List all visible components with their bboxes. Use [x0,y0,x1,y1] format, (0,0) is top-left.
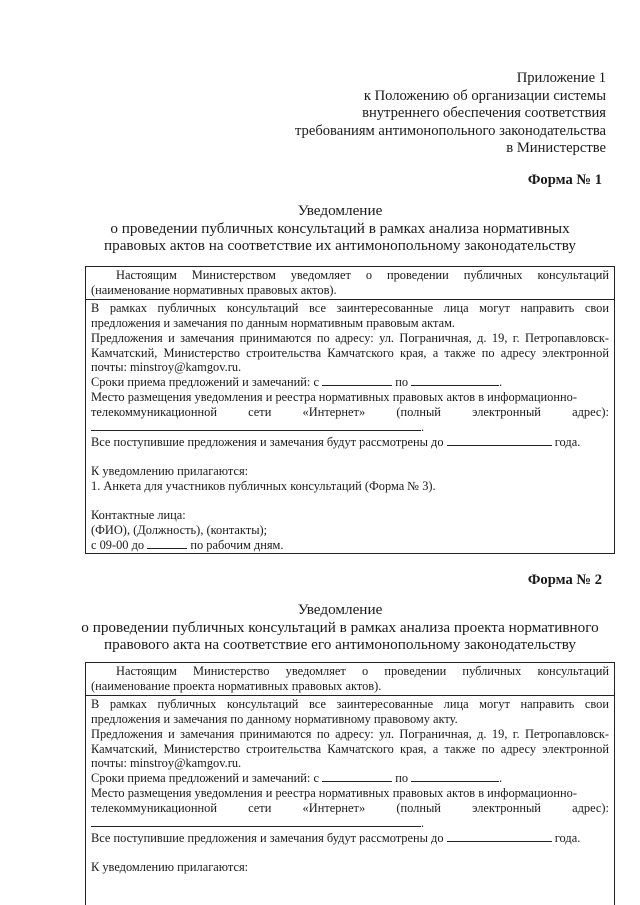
annex-line-4: требованиям антимонопольного законодательства [294,122,606,139]
form-2-place-line-2 [91,801,609,816]
form-1-deadline-line: Сроки приема предложений и замечаний: с по . [91,375,503,390]
form-2-address-field [91,816,421,827]
form-2-title: Уведомление [297,601,383,618]
form-1-intro-section [86,267,614,299]
form-2-deadline-mid: по [395,771,409,786]
form-1-paragraph-1: В рамках публичных консультаций все заинтересованные лица могут направить свои предложения и замечания по данным нормативным правовым актам. [91,300,609,330]
form-2-subtitle-2: правового акта на соответствие его антимонопольному законодательству [103,636,576,654]
form-2-attach-title: К уведомлению прилагаются: [91,859,249,874]
form-2-intro-line-1: Настоящим Министерство уведомляет о проведении публичных консультаций [116,664,609,678]
form-1-date-from-field [322,375,392,386]
form-1-deadline-mid: по [395,375,409,390]
form-2-place-word-6: адрес): [572,801,609,816]
form-2-place-word-3: «Интернет» [302,801,366,816]
form-2-intro-line-2: (наименование проекта нормативных правовых актов). [91,678,382,693]
form-2-place-word-5: электронный [472,801,541,816]
form-2-deadline-prefix: Сроки приема предложений и замечаний: с [91,771,319,786]
form-2-place-word-2: сети [248,801,272,816]
form-2-date-from-field [322,771,392,782]
form-1-subtitle-1: о проведении публичных консультаций в рамках анализа нормативных [110,219,570,237]
form-2-label: Форма № 2 [527,572,602,588]
form-1-hours-prefix: с 09-00 до [91,537,145,552]
form-1-intro-line-1: Настоящим Министерством уведомляет о проведении публичных консультаций [116,268,609,282]
form-1-place-word-1: телекоммуникационной [91,405,217,420]
form-1-paragraph-2: Предложения и замечания принимаются по адресу: ул. Пограничная, д. 19, г. Петропавловск-Камчатский, Министерство строительства Камчатского края, а также по адресу электронной почты: minstroy@kamgov.ru. [91,330,609,375]
form-2-review-suffix: года. [554,830,581,845]
annex-header [295,70,606,158]
form-2-subtitle-1: о проведении публичных консультаций в рамках анализа проекта нормативного [81,618,599,636]
form-1-hours-line [91,538,609,553]
form-2-notice-box [85,662,615,905]
form-1-date-to-field [411,375,499,386]
form-1-notice-box [85,266,615,554]
form-2-review-line [91,831,609,846]
form-1-place-line-2 [91,405,609,420]
form-2-place-word-1: телекоммуникационной [91,801,217,816]
form-1-review-date-field [447,435,552,446]
form-1-address-field [91,420,421,431]
form-1-review-suffix: года. [554,434,581,449]
form-2-title-block [60,601,620,654]
form-1-place-word-2: сети [248,405,272,420]
form-2-deadline-line: Сроки приема предложений и замечаний: с по . [91,771,503,786]
form-1-contact-title: Контактные лица: [91,507,186,522]
annex-line-1: Приложение 1 [516,70,606,86]
form-1-place-word-3: «Интернет» [302,405,366,420]
form-1-deadline-prefix: Сроки приема предложений и замечаний: с [91,375,319,390]
form-1-title: Уведомление [297,202,383,219]
form-2-body-section [86,695,614,876]
form-1-review-prefix: Все поступившие предложения и замечания будут рассмотрены до [91,434,444,449]
form-2-place-line-1: Место размещения уведомления и реестра нормативных правовых актов в информационно- [91,786,577,801]
form-1-contact-details: (ФИО), (Должность), (контакты); [91,522,268,537]
form-1-hours-field [147,538,187,549]
form-1-body-section [86,299,614,554]
form-1-title-block [60,202,620,255]
form-1-place-word-5: электронный [472,405,541,420]
form-2-review-prefix: Все поступившие предложения и замечания будут рассмотрены до [91,830,444,845]
form-2-intro-section [86,663,614,695]
form-1-label: Форма № 1 [527,172,602,188]
form-1-hours-suffix: по рабочим дням. [190,537,284,552]
form-1-place-line-1: Место размещения уведомления и реестра нормативных правовых актов в информационно- [91,390,577,405]
form-1-review-line [91,435,609,450]
form-1-subtitle-2: правовых актов на соответствие их антимонопольному законодательству [103,237,577,255]
form-2-date-to-field [411,771,499,782]
form-1-attach-title: К уведомлению прилагаются: [91,463,249,478]
form-1-intro-line-2: (наименование нормативных правовых актов). [91,282,337,297]
form-1-address-blank-line: . [91,420,609,435]
form-1-attach-item: 1. Анкета для участников публичных консультаций (Форма № 3). [91,478,436,493]
form-1-place-word-4: (полный [396,405,441,420]
form-2-address-blank-line: . [91,816,609,831]
form-1-place-word-6: адрес): [572,405,609,420]
annex-line-5: в Министерстве [506,140,606,157]
form-2-review-date-field [447,831,552,842]
annex-line-3: внутреннего обеспечения соответствия [362,105,606,122]
form-2-place-word-4: (полный [396,801,441,816]
annex-line-2: к Положению об организации системы [363,87,606,104]
form-2-paragraph-1: В рамках публичных консультаций все заинтересованные лица могут направить свои предложения и замечания по данному нормативному правовому акту. [91,696,609,726]
form-2-paragraph-2: Предложения и замечания принимаются по адресу: ул. Пограничная, д. 19, г. Петропавловск-Камчатский, Министерство строительства Камчатского края, а также по адресу электронной почты: minstroy@kamgov.ru. [91,726,609,771]
